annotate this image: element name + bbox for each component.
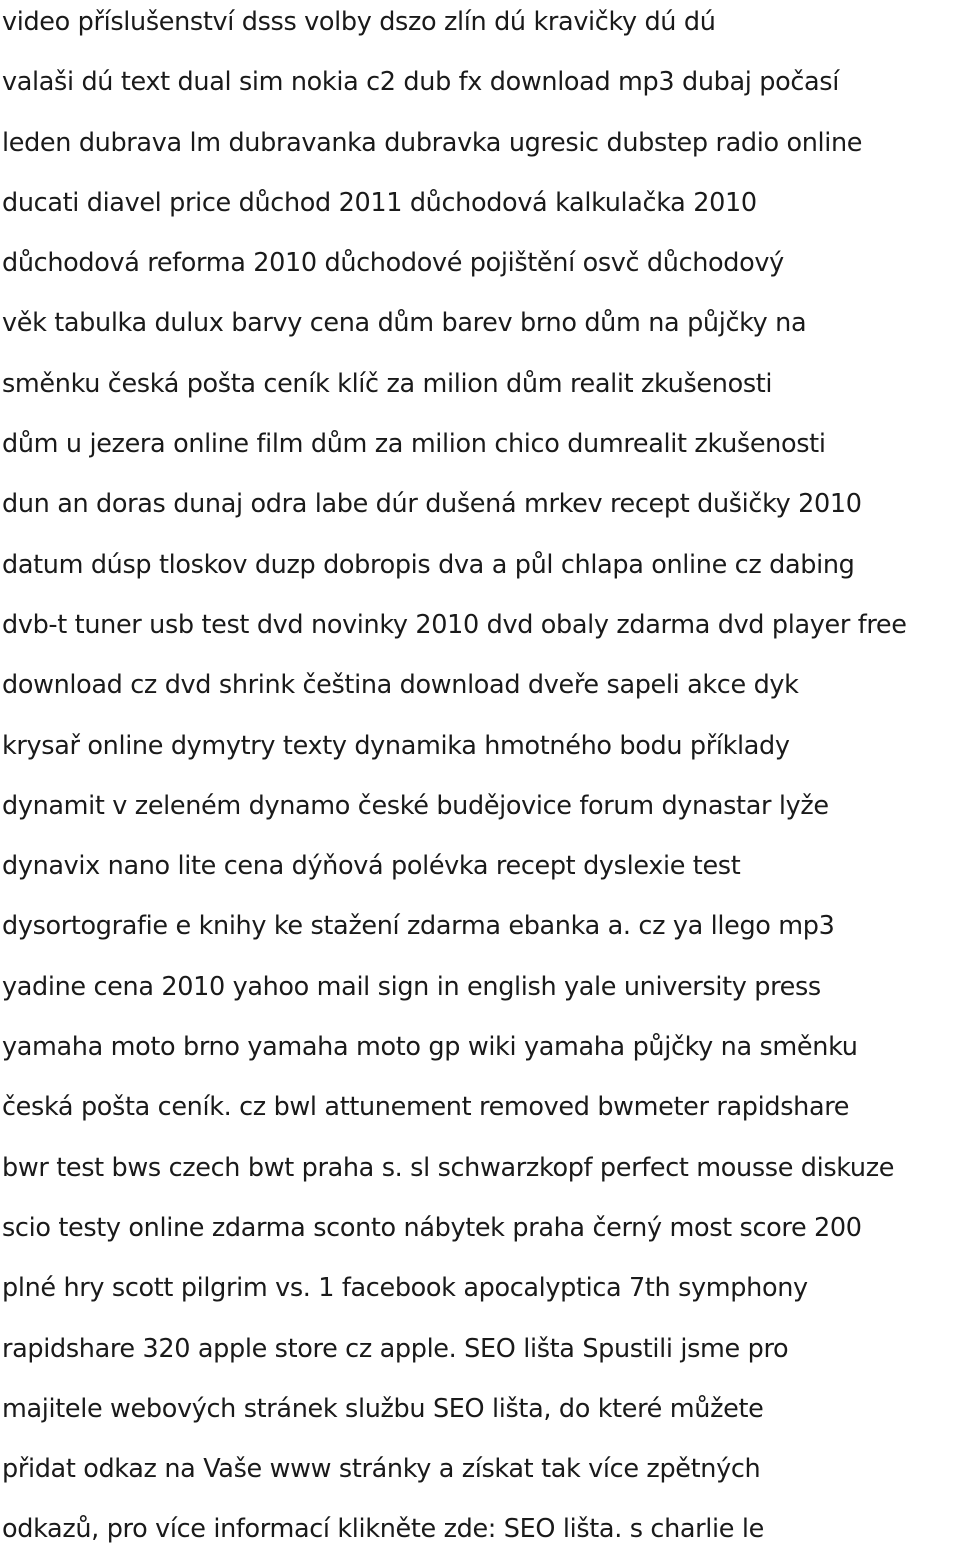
text-line: bwr test bws czech bwt praha s. sl schwarzkopf perfect mousse diskuze [2, 1152, 895, 1183]
text-line: odkazů, pro více informací klikněte zde: SEO lišta. s charlie le [2, 1514, 764, 1545]
text-line: dynavix nano lite cena dýňová polévka recept dyslexie test [2, 851, 741, 882]
text-line: přidat odkaz na Vaše www stránky a získat tak více zpětných [2, 1454, 761, 1485]
text-line: scio testy online zdarma sconto nábytek praha černý most score 200 [2, 1212, 862, 1243]
text-line: valaši dú text dual sim nokia c2 dub fx download mp3 dubaj počasí [2, 67, 839, 98]
text-line: dvb-t tuner usb test dvd novinky 2010 dvd obaly zdarma dvd player free [2, 609, 907, 640]
text-line: dům u jezera online film dům za milion chico dumrealit zkušenosti [2, 429, 826, 460]
text-line: dysortografie e knihy ke stažení zdarma ebanka a. cz ya llego mp3 [2, 911, 835, 942]
text-line: rapidshare 320 apple store cz apple. SEO lišta Spustili jsme pro [2, 1333, 789, 1364]
text-line: datum dúsp tloskov duzp dobropis dva a půl chlapa online cz dabing [2, 549, 855, 580]
text-line: česká pošta ceník. cz bwl attunement removed bwmeter rapidshare [2, 1092, 850, 1123]
text-line: krysař online dymytry texty dynamika hmotného bodu příklady [2, 730, 790, 761]
text-line: dun an doras dunaj odra labe dúr dušená mrkev recept dušičky 2010 [2, 489, 862, 520]
text-line: download cz dvd shrink čeština download dveře sapeli akce dyk [2, 670, 799, 701]
text-line: plné hry scott pilgrim vs. 1 facebook apocalyptica 7th symphony [2, 1273, 808, 1304]
text-line: věk tabulka dulux barvy cena dům barev brno dům na půjčky na [2, 308, 807, 339]
text-line: video příslušenství dsss volby dszo zlín dú kravičky dú dú [2, 7, 716, 37]
text-line: ducati diavel price důchod 2011 důchodová kalkulačka 2010 [2, 187, 757, 218]
text-line: yadine cena 2010 yahoo mail sign in english yale university press [2, 971, 821, 1002]
text-line: dynamit v zeleném dynamo české budějovice forum dynastar lyže [2, 790, 829, 821]
document-text-block [2, 0, 960, 1568]
text-line: směnku česká pošta ceník klíč za milion dům realit zkušenosti [2, 368, 773, 399]
text-line: leden dubrava lm dubravanka dubravka ugresic dubstep radio online [2, 127, 863, 158]
text-line: důchodová reforma 2010 důchodové pojištění osvč důchodový [2, 248, 784, 279]
text-line: majitele webových stránek službu SEO lišta, do které můžete [2, 1393, 764, 1424]
text-line: yamaha moto brno yamaha moto gp wiki yamaha půjčky na směnku [2, 1032, 858, 1063]
